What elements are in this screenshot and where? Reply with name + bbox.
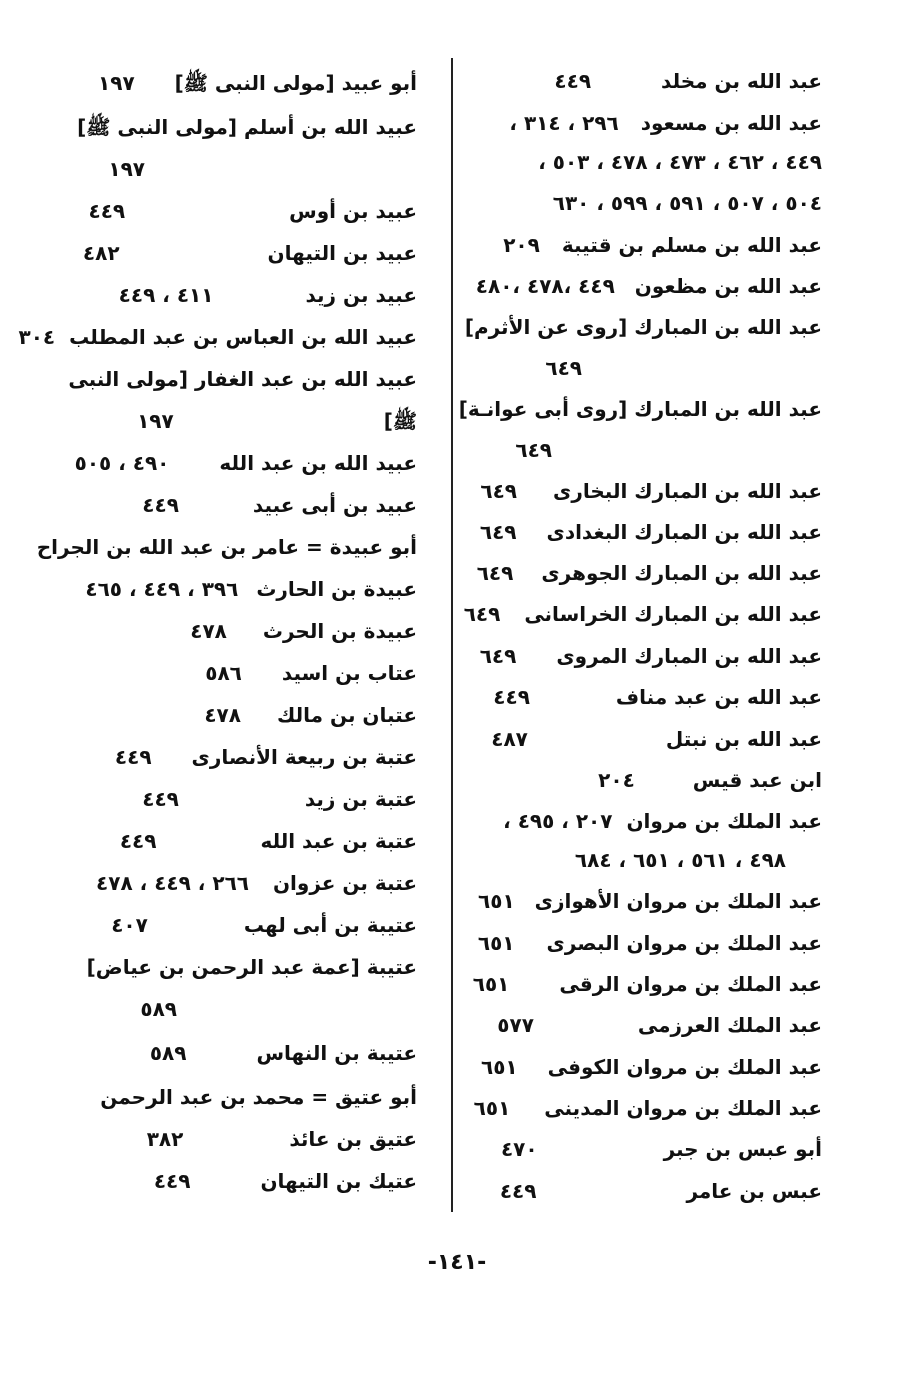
entry-name: عبد الله بن المبارك الجوهرى: [541, 561, 822, 585]
entry-name: عبد الله بن مسلم بن قتيبة: [561, 233, 822, 257]
entry-pages: ١٩٧: [108, 157, 145, 181]
index-entry: [147, 1126, 417, 1152]
entry-pages: ٦٥١: [478, 889, 515, 913]
entry-pages: ٤٤٩: [88, 199, 126, 223]
entry-pages: ٦٥١: [472, 972, 510, 996]
index-entry: [140, 996, 177, 1022]
index-entry: [553, 190, 822, 216]
index-entry: [96, 870, 417, 896]
entry-pages: ٤٤٩ ،٤٧٨ ،٤٨٠: [475, 274, 615, 298]
entry-pages: ٦٥١: [481, 1055, 518, 1079]
entry-pages: ٤٧٨: [190, 619, 227, 643]
entry-pages: ٤٤٩: [142, 493, 179, 517]
index-entry: [98, 70, 417, 96]
entry-name: عتيبة بن أبى لهب: [243, 913, 417, 937]
entry-pages: ٥٨٦: [205, 661, 242, 685]
entry-pages: ٤٤٩: [153, 1169, 191, 1193]
entry-pages: ٤٤٩: [554, 69, 592, 93]
entry-name: عبد الملك العرزمى: [637, 1013, 822, 1037]
entry-name: عبد الملك بن مروان البصرى: [546, 931, 822, 955]
index-entry: [509, 110, 822, 136]
index-entry: [598, 767, 822, 793]
entry-name: عبيدة بن الحرث: [262, 619, 417, 643]
index-entry: [190, 618, 417, 644]
entry-pages: ٤١١ ، ٤٤٩: [118, 283, 214, 307]
index-entry: [465, 314, 822, 340]
entry-pages: ٦٤٩: [545, 356, 582, 380]
index-entry: [497, 1012, 822, 1038]
entry-name: عبد الله بن المبارك [روى أبى عوانـة]: [458, 397, 822, 421]
entry-name: عبد الملك بن مروان الكوفى: [547, 1055, 822, 1079]
entry-name: عبيد بن زيد: [305, 283, 417, 307]
index-entry: [464, 601, 822, 627]
entry-pages: ٦٤٩: [476, 561, 514, 585]
index-entry: [500, 1178, 822, 1204]
entry-name: ابن عبد قيس: [692, 768, 822, 792]
entry-name: عبيد بن التيهان: [267, 241, 417, 265]
entry-pages: ٤٤٩: [142, 787, 179, 811]
entry-pages: ٤٧٨: [204, 703, 241, 727]
index-entry: [503, 232, 822, 258]
entry-pages: ٦٤٩: [479, 644, 517, 668]
entry-pages: ٢٩٦ ، ٣١٤ ،: [509, 111, 619, 135]
index-entry: [205, 660, 417, 686]
index-entry: [100, 1084, 417, 1110]
index-entry: [115, 744, 417, 770]
entry-pages: ٤٤٩: [493, 685, 530, 709]
index-entry: [474, 1095, 822, 1121]
entry-name: عبيد الله بن أسلم [مولى النبى ﷺ]: [77, 115, 417, 139]
entry-pages: ٥٠٤ ، ٥٠٧ ، ٥٩١ ، ٥٩٩ ، ٦٣٠: [552, 191, 822, 215]
entry-name: عبد الله بن المبارك البغدادى: [546, 520, 822, 544]
entry-name: عبيد الله بن العباس بن عبد المطلب: [69, 325, 417, 349]
entry-name: أبو عبيدة = عامر بن عبد الله بن الجراح: [36, 535, 417, 559]
entry-pages: ١٩٧: [98, 71, 135, 95]
index-entry: [89, 198, 418, 224]
entry-name: عتاب بن اسيد: [281, 661, 417, 685]
entry-pages: ٢٦٦ ، ٤٤٩ ، ٤٧٨: [96, 871, 249, 895]
entry-name: عبيد بن أوس: [289, 199, 417, 223]
index-entry: [111, 912, 417, 938]
entry-pages: ٣٩٦ ، ٤٤٩ ، ٤٦٥: [85, 577, 239, 601]
index-entry: [473, 971, 822, 997]
entry-name: عبس بن عامر: [686, 1179, 822, 1203]
index-entry: [85, 576, 417, 602]
entry-name: عبد الملك بن مروان: [626, 809, 822, 833]
entry-name: عبد الله بن المبارك المروى: [556, 644, 822, 668]
entry-name: عبد الله بن مظعون: [634, 274, 822, 298]
entry-pages: ٦٤٩: [515, 438, 552, 462]
index-entry: [75, 450, 417, 476]
entry-pages: ٤٤٩ ، ٤٦٢ ، ٤٧٣ ، ٤٧٨ ، ٥٠٣ ،: [538, 150, 822, 174]
index-entry: [119, 282, 417, 308]
index-entry: [77, 114, 417, 140]
entry-name: عبد الملك بن مروان المدينى: [544, 1096, 822, 1120]
index-entry: [137, 408, 417, 434]
index-entry: [491, 726, 822, 752]
index-entry: [478, 930, 822, 956]
index-entry: [83, 240, 417, 266]
index-entry: [501, 1136, 822, 1162]
index-entry: [68, 366, 417, 392]
entry-name: عبيد الله بن عبد الله: [219, 451, 417, 475]
index-entry: [493, 684, 822, 710]
column-divider: [451, 58, 453, 1212]
index-entry: [480, 643, 822, 669]
index-entry: [575, 847, 786, 873]
entry-name: عبيد الله بن عبد الغفار [مولى النبى: [68, 367, 417, 391]
entry-name: عتبة بن عزوان: [272, 871, 417, 895]
entry-name: عبيد بن أبى عبيد: [252, 493, 417, 517]
index-entry: [545, 355, 582, 381]
entry-pages: ٤٤٩: [499, 1179, 537, 1203]
index-entry: [459, 396, 822, 422]
entry-pages: ٦٤٩: [480, 479, 518, 503]
index-entry: [554, 68, 822, 94]
entry-name: عتبة بن زيد: [304, 787, 417, 811]
index-entry: [37, 534, 417, 560]
entry-name: أبو عبس بن جبر: [663, 1137, 822, 1161]
entry-name: عتبة بن عبد الله: [260, 829, 417, 853]
entry-pages: ٢٠٧ ، ٤٩٥ ،: [503, 809, 613, 833]
entry-pages: ٤٧٠: [500, 1137, 538, 1161]
entry-pages: ٤٤٩: [119, 829, 157, 853]
entry-name: عتيق بن عائذ: [289, 1127, 417, 1151]
entry-pages: ٢٠٤: [598, 768, 635, 792]
entry-pages: ٣٠٤: [18, 325, 56, 349]
entry-name: عبد الله بن المبارك البخارى: [553, 479, 822, 503]
entry-name: أبو عبيد [مولى النبى ﷺ]: [174, 71, 417, 95]
index-entry: [150, 1040, 417, 1066]
entry-pages: ٤٨٢: [82, 241, 120, 265]
page-number: -١٤١-: [427, 1250, 487, 1275]
index-entry: [154, 1168, 417, 1194]
entry-pages: ٦٥١: [473, 1096, 511, 1120]
entry-pages: ٤٩٨ ، ٥٦١ ، ٦٥١ ، ٦٨٤: [574, 848, 786, 872]
entry-name: عتبان بن مالك: [276, 703, 417, 727]
entry-pages: ٥٨٩: [149, 1041, 187, 1065]
entry-pages: ٤٩٠ ، ٥٠٥: [74, 451, 170, 475]
index-entry: [120, 828, 417, 854]
index-entry: [481, 1054, 822, 1080]
entry-pages: ٦٤٩: [479, 520, 517, 544]
index-entry: [476, 273, 822, 299]
entry-pages: ١٩٧: [137, 409, 174, 433]
entry-name: عبيدة بن الحارث: [256, 577, 417, 601]
entry-name: عتبة بن ربيعة الأنصارى: [191, 745, 417, 769]
index-entry: [142, 786, 417, 812]
entry-name: عبد الملك بن مروان الرقى: [559, 972, 822, 996]
index-entry: [204, 702, 417, 728]
entry-name: عبد الله بن مسعود: [640, 111, 822, 135]
entry-pages: ٥٨٩: [140, 997, 177, 1021]
index-entry: [142, 492, 417, 518]
index-entry: [538, 149, 822, 175]
entry-pages: ٢٠٩: [503, 233, 540, 257]
index-entry: [480, 478, 822, 504]
index-entry: [18, 324, 417, 350]
index-entry: [87, 954, 417, 980]
entry-pages: ٤٤٩: [114, 745, 152, 769]
entry-pages: ٦٥١: [477, 931, 515, 955]
entry-pages: ٦٤٩: [463, 602, 501, 626]
entry-name: عتيبة بن النهاس: [256, 1041, 417, 1065]
entry-name: عبد الله بن المبارك [روى عن الأثرم]: [464, 315, 822, 339]
entry-name: عتيبة [عمة عبد الرحمن بن عياض]: [86, 955, 417, 979]
entry-name: عبد الله بن عبد مناف: [615, 685, 822, 709]
index-entry: [503, 808, 822, 834]
entry-name: أبو عتيق = محمد بن عبد الرحمن: [100, 1085, 417, 1109]
entry-pages: ٣٨٢: [146, 1127, 184, 1151]
entry-pages: ٤٠٧: [111, 913, 148, 937]
index-entry: [477, 560, 822, 586]
entry-name: ﷺ]: [383, 409, 417, 433]
entry-pages: ٤٨٧: [491, 727, 528, 751]
index-entry: [515, 437, 552, 463]
index-entry: [108, 156, 145, 182]
entry-name: عبد الله بن المبارك الخراسانى: [524, 602, 822, 626]
index-entry: [480, 519, 822, 545]
entry-pages: ٥٧٧: [497, 1013, 534, 1037]
entry-name: عبد الملك بن مروان الأهوازى: [534, 889, 822, 913]
index-entry: [478, 888, 822, 914]
entry-name: عبد الله بن نبتل: [665, 727, 822, 751]
entry-name: عتيك بن التيهان: [260, 1169, 417, 1193]
entry-name: عبد الله بن مخلد: [661, 69, 822, 93]
